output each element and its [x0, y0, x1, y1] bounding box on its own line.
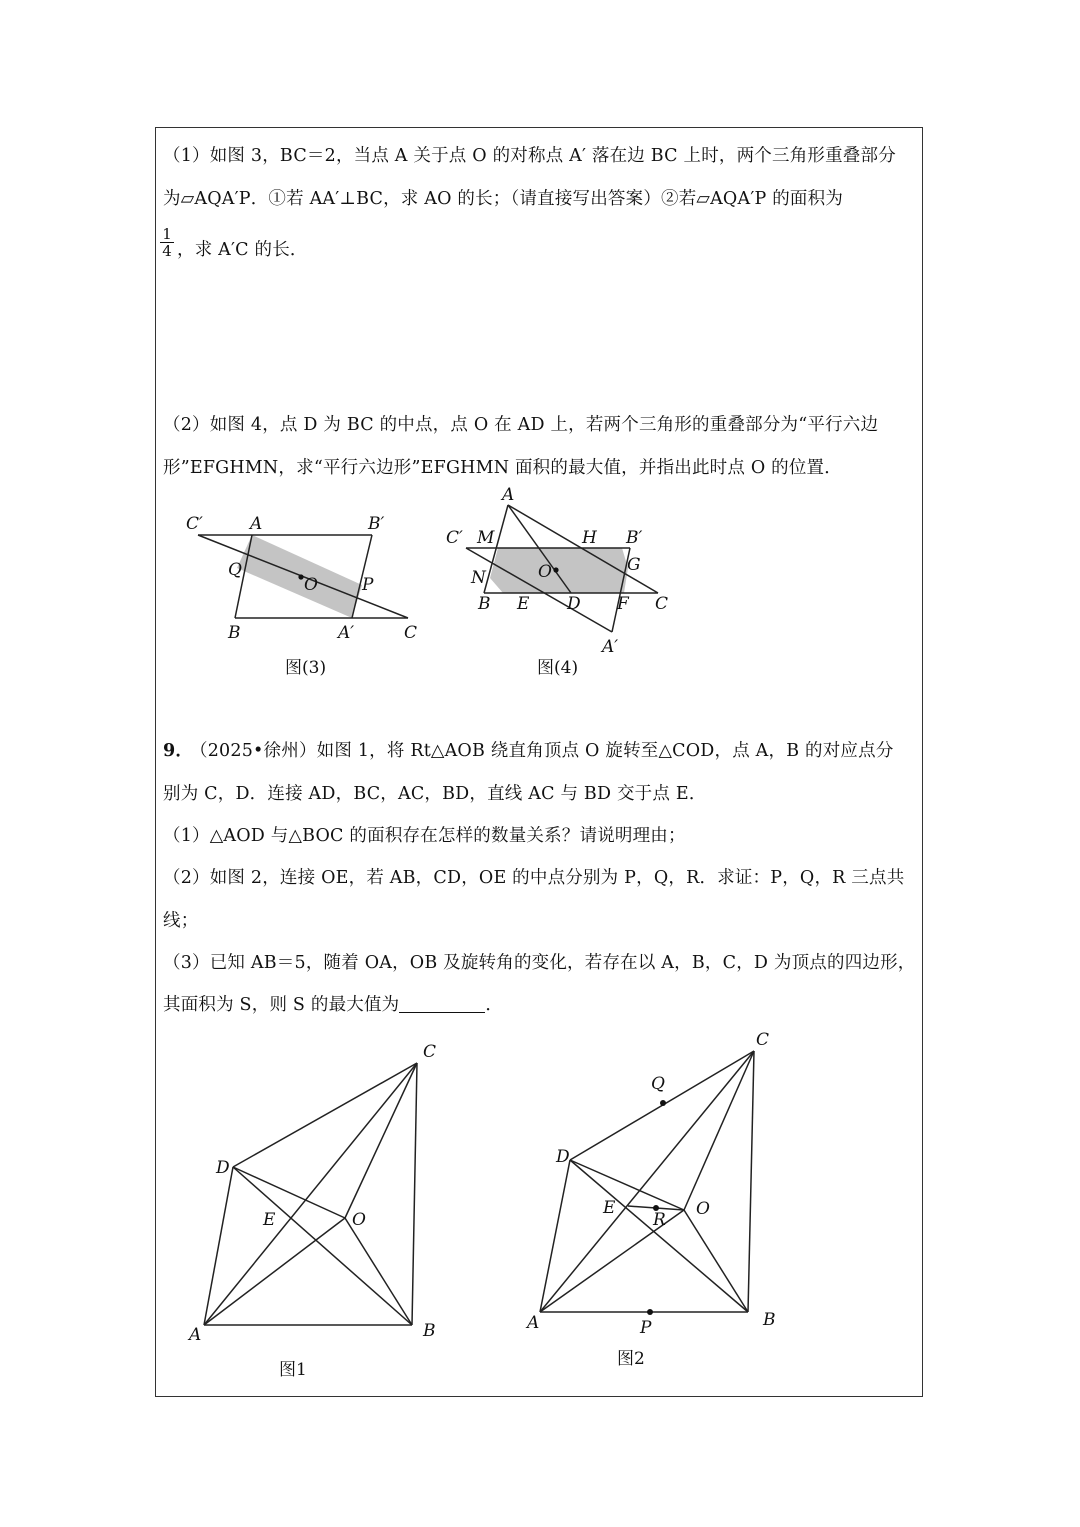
label-e: E [603, 1198, 616, 1218]
label-c: C [423, 1042, 437, 1062]
part1-line2: 为▱AQA′P．①若 AA′⊥BC，求 AO 的长；（请直接写出答案）②若▱AQA′P 的面积为 [163, 189, 844, 209]
caption-fig4: 图(4) [537, 658, 579, 678]
segment-c-b [748, 1051, 754, 1312]
segment-a-c [540, 1051, 754, 1312]
fraction-denominator: 4 [160, 242, 174, 259]
segment-d-b [570, 1160, 748, 1312]
part2-line1: （2）如图 4，点 D 为 BC 的中点，点 O 在 AD 上，若两个三角形的重叠部分为“平行六边 [163, 415, 879, 435]
caption-fig3: 图(3) [285, 658, 327, 678]
label-n: N [471, 568, 486, 588]
label-b: B [763, 1310, 776, 1330]
label-b1: B′ [626, 528, 643, 548]
label-e: E [517, 594, 530, 614]
fraction-numerator: 1 [162, 225, 172, 243]
segment-o-d [570, 1160, 684, 1210]
label-c: C [655, 594, 669, 614]
q9-line4: （2）如图 2，连接 OE，若 AB，CD，OE 的中点分别为 P，Q，R．求证：P，Q，R 三点共 [163, 868, 905, 888]
label-b: B [228, 623, 241, 643]
point-q [660, 1100, 666, 1106]
segment-o-b [684, 1210, 748, 1312]
label-p: P [362, 575, 374, 595]
caption-fig2: 图2 [617, 1349, 645, 1369]
part1-line3: ，求 A′C 的长． [177, 240, 308, 260]
label-c: C [404, 623, 418, 643]
label-q: Q [228, 560, 242, 580]
segment-o-c [684, 1051, 754, 1210]
label-p: P [640, 1318, 652, 1338]
label-q: Q [651, 1074, 665, 1094]
label-g: G [627, 555, 641, 575]
q9-line3: （1）△AOD 与△BOC 的面积存在怎样的数量关系？请说明理由； [163, 826, 686, 846]
label-c1: C′ [186, 514, 203, 534]
label-b: B [478, 594, 491, 614]
label-d: D [216, 1158, 230, 1178]
segment-a-d [540, 1160, 570, 1312]
label-o: O [538, 562, 552, 582]
part1-line1: （1）如图 3，BC＝2，当点 A 关于点 O 的对称点 A′ 落在边 BC 上时，两个三角形重叠部分 [163, 146, 896, 166]
label-a: A [527, 1313, 540, 1333]
label-a1: A′ [602, 637, 619, 657]
label-d: D [556, 1147, 570, 1167]
label-e: E [263, 1210, 276, 1230]
caption-fig1: 图1 [279, 1360, 307, 1380]
label-a: A [189, 1325, 202, 1345]
label-o: O [304, 575, 318, 595]
q9-line6: （3）已知 AB＝5，随着 OA，OB 及旋转角的变化，若存在以 A，B，C，D 为顶点的四边形， [163, 953, 916, 973]
q9-line7-end: ． [485, 995, 504, 1015]
label-h: H [582, 528, 597, 548]
q9-line5: 线； [163, 911, 199, 931]
q9-line7-text: 其面积为 S，则 S 的最大值为 [163, 995, 400, 1015]
part2-line2: 形”EFGHMN，求“平行六边形”EFGHMN 面积的最大值，并指出此时点 O 的位置． [163, 458, 842, 478]
label-d: D [567, 594, 581, 614]
q9-line2: 别为 C，D．连接 AD，BC，AC，BD，直线 AC 与 BD 交于点 E． [163, 784, 707, 804]
label-a: A [250, 514, 263, 534]
label-b: B [423, 1321, 436, 1341]
label-b1: B′ [368, 514, 385, 534]
q9-line1: （2025•徐州）如图 1，将 Rt△AOB 绕直角顶点 O 旋转至△COD，点 A，B 的对应点分 [190, 741, 894, 761]
label-r: R [653, 1210, 666, 1230]
label-c: C [756, 1030, 770, 1050]
point-p [647, 1309, 653, 1315]
label-a: A [502, 485, 515, 505]
label-f: F [617, 594, 629, 614]
label-m: M [477, 528, 495, 548]
label-c1: C′ [446, 528, 463, 548]
label-a1: A′ [338, 623, 355, 643]
label-o: O [696, 1199, 710, 1219]
q9-number: 9． [163, 741, 194, 761]
label-o: O [352, 1210, 366, 1230]
